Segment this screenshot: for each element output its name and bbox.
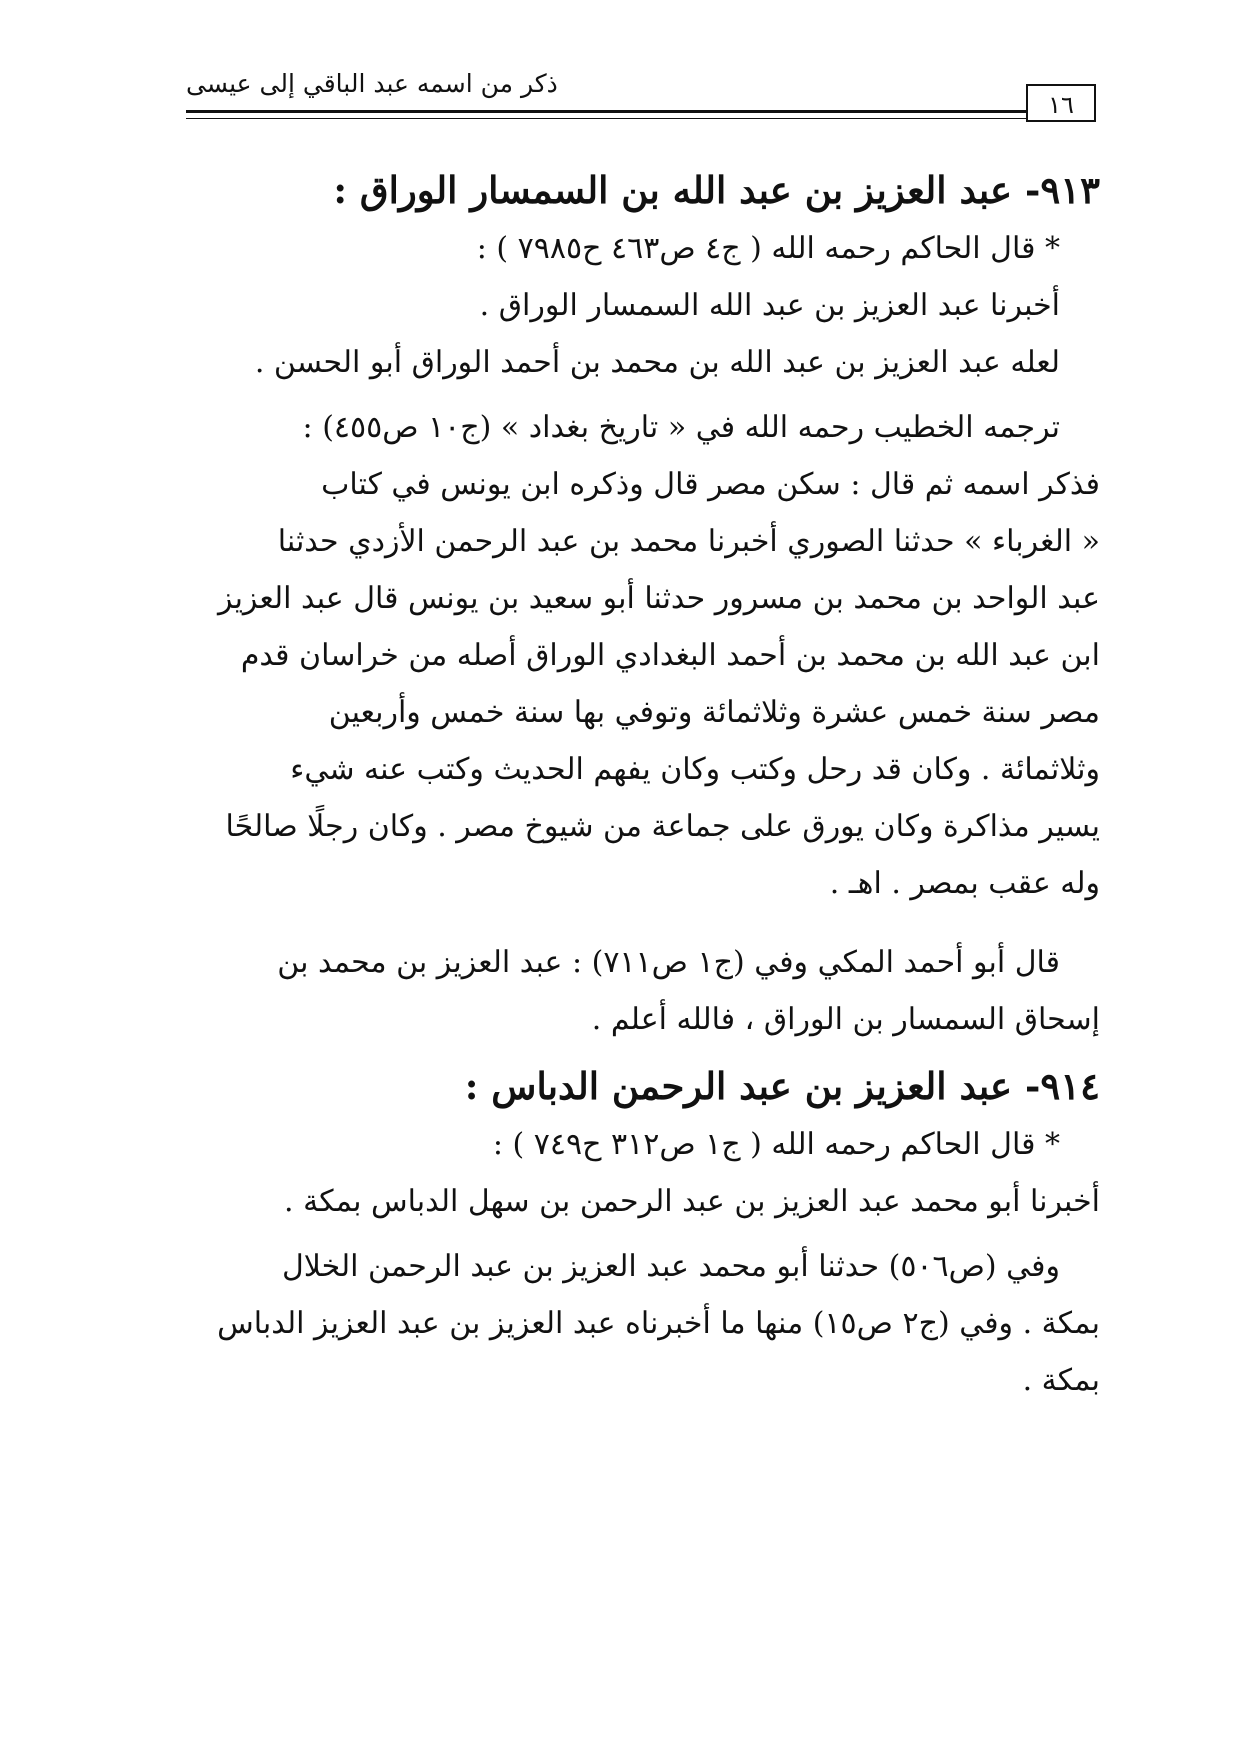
page-number: ١٦ bbox=[1026, 84, 1096, 122]
quote-914: أخبرنا أبو محمد عبد العزيز بن عبد الرحمن بن سهل الدباس بمكة . bbox=[284, 1184, 1100, 1219]
biography-line: وثلاثمائة . وكان قد رحل وكتب وكان يفهم الحديث وكتب عنه شيء bbox=[290, 752, 1100, 787]
running-title: ذكر من اسمه عبد الباقي إلى عيسى bbox=[186, 69, 558, 98]
note-line: وفي (ص٥٠٦) حدثنا أبو محمد عبد العزيز بن عبد الرحمن الخلال bbox=[281, 1249, 1060, 1284]
comment-913: لعله عبد العزيز بن عبد الله بن محمد بن أحمد الوراق أبو الحسن . bbox=[254, 345, 1060, 380]
biography-line: عبد الواحد بن محمد بن مسرور حدثنا أبو سعيد بن يونس قال عبد العزيز bbox=[218, 581, 1100, 616]
biography-line: ابن عبد الله بن محمد بن أحمد البغدادي الوراق أصله من خراسان قدم bbox=[240, 638, 1100, 673]
biography-line: مصر سنة خمس عشرة وثلاثمائة وتوفي بها سنة خمس وأربعين bbox=[328, 695, 1100, 730]
note-line: بمكة . وفي (ج٢ ص١٥) منها ما أخبرناه عبد العزيز بن عبد العزيز الدباس bbox=[217, 1306, 1100, 1341]
source-citation-914: * قال الحاكم رحمه الله ( ج١ ص٣١٢ ح٧٤٩ ) : bbox=[492, 1127, 1060, 1162]
note-line: إسحاق السمسار بن الوراق ، فالله أعلم . bbox=[591, 1002, 1100, 1037]
note-913 bbox=[180, 934, 1100, 1048]
biography-line: وله عقب بمصر . اهـ . bbox=[829, 866, 1100, 901]
biography-913 bbox=[180, 399, 1100, 912]
biography-line: يسير مذاكرة وكان يورق على جماعة من شيوخ مصر . وكان رجلًا صالحًا bbox=[225, 809, 1100, 844]
biography-line: فذكر اسمه ثم قال : سكن مصر قال وذكره ابن يونس في كتاب bbox=[321, 467, 1100, 502]
quote-913: أخبرنا عبد العزيز بن عبد الله السمسار الوراق . bbox=[479, 288, 1060, 323]
biography-line: ترجمه الخطيب رحمه الله في « تاريخ بغداد » (ج١٠ ص٤٥٥) : bbox=[302, 410, 1060, 445]
header-rule-thick bbox=[186, 110, 1026, 113]
entry-heading-913: ٩١٣- عبد العزيز بن عبد الله بن السمسار الوراق : bbox=[333, 168, 1100, 212]
biography-line: « الغرباء » حدثنا الصوري أخبرنا محمد بن عبد الرحمن الأزدي حدثنا bbox=[277, 524, 1100, 559]
running-header bbox=[186, 66, 1096, 136]
note-line: قال أبو أحمد المكي وفي (ج١ ص٧١١) : عبد العزيز بن محمد بن bbox=[277, 945, 1060, 980]
page-content bbox=[180, 160, 1100, 1720]
entry-heading-914: ٩١٤- عبد العزيز بن عبد الرحمن الدباس : bbox=[464, 1064, 1100, 1108]
note-line: بمكة . bbox=[1022, 1363, 1100, 1398]
source-citation-913: * قال الحاكم رحمه الله ( ج٤ ص٤٦٣ ح٧٩٨٥ ) : bbox=[476, 231, 1060, 266]
header-rule-thin bbox=[186, 118, 1026, 119]
note-914 bbox=[180, 1238, 1100, 1409]
